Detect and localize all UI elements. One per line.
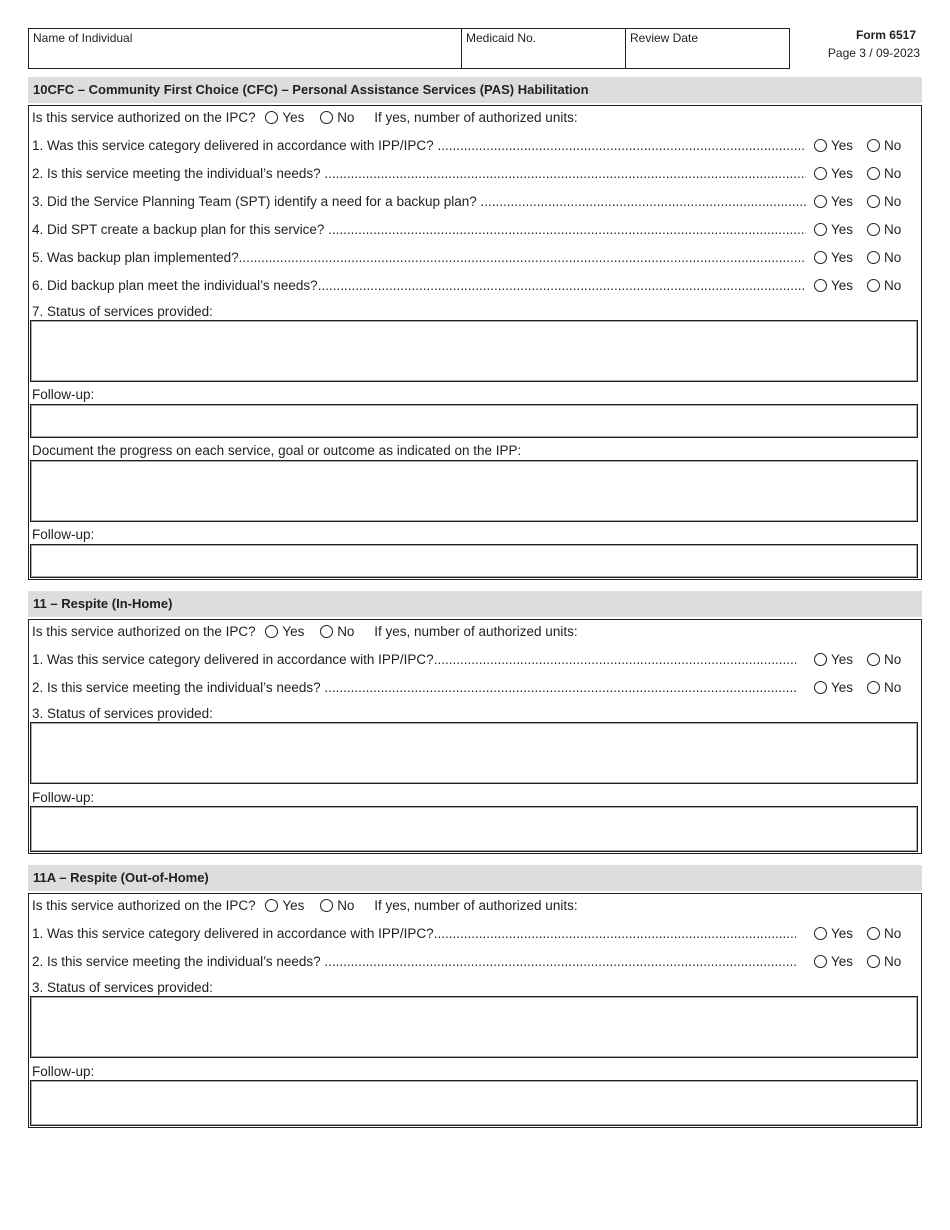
yes-label: Yes	[831, 222, 854, 237]
radio-icon[interactable]	[867, 139, 880, 152]
yes-label: Yes	[831, 250, 854, 265]
yes-option[interactable]	[814, 222, 853, 237]
authorized-question: Is this service authorized on the IPC?	[32, 898, 256, 913]
yes-label: Yes	[282, 110, 305, 125]
no-option[interactable]	[867, 222, 901, 237]
s11-question-1: 1. Was this service category delivered in accordance with IPP/IPC? .....	[32, 652, 796, 667]
no-label: No	[337, 110, 355, 125]
no-option[interactable]	[867, 138, 901, 153]
radio-icon[interactable]	[320, 899, 333, 912]
s10-question-3: 3. Did the Service Planning Team (SPT) identify a need for a backup plan? .....	[32, 194, 806, 209]
radio-icon[interactable]	[814, 681, 827, 694]
page-info: Page 3 / 09-2023	[827, 46, 920, 60]
s10-question-1: 1. Was this service category delivered in accordance with IPP/IPC? .....	[32, 138, 806, 153]
yes-option[interactable]	[814, 250, 853, 265]
s10-status-textarea[interactable]	[30, 320, 918, 382]
s11a-q2-options	[814, 954, 901, 969]
no-label: No	[884, 926, 902, 941]
no-option[interactable]	[867, 278, 901, 293]
s10-status-label: 7. Status of services provided:	[32, 304, 213, 319]
s10-q2-options	[814, 166, 901, 181]
units-label: If yes, number of authorized units:	[374, 624, 578, 639]
authorized-question: Is this service authorized on the IPC?	[32, 110, 256, 125]
radio-icon[interactable]	[814, 139, 827, 152]
review-date-label: Review Date	[630, 31, 699, 45]
name-of-individual-label: Name of Individual	[33, 31, 133, 45]
no-label: No	[884, 680, 902, 695]
radio-icon[interactable]	[867, 681, 880, 694]
yes-option[interactable]	[814, 278, 853, 293]
s11a-question-1: 1. Was this service category delivered in accordance with IPP/IPC? .....	[32, 926, 796, 941]
s11a-follow-up-label: Follow-up:	[32, 1064, 95, 1079]
s10-question-5: 5. Was backup plan implemented? .....	[32, 250, 806, 265]
s11-status-textarea[interactable]	[30, 722, 918, 784]
radio-icon[interactable]	[867, 251, 880, 264]
radio-icon[interactable]	[320, 111, 333, 124]
no-label: No	[884, 138, 902, 153]
name-of-individual-field[interactable]	[29, 29, 462, 68]
no-label: No	[884, 278, 902, 293]
section-11-authorized-row	[32, 624, 578, 639]
authorized-yes-option[interactable]	[265, 624, 304, 639]
radio-icon[interactable]	[814, 251, 827, 264]
no-label: No	[884, 222, 902, 237]
authorized-no-option[interactable]	[320, 898, 354, 913]
no-option[interactable]	[867, 954, 901, 969]
no-option[interactable]	[867, 680, 901, 695]
yes-label: Yes	[831, 680, 854, 695]
authorized-yes-option[interactable]	[265, 110, 304, 125]
yes-label: Yes	[282, 898, 305, 913]
s11a-follow-up-textarea[interactable]	[30, 1080, 918, 1126]
radio-icon[interactable]	[814, 167, 827, 180]
no-option[interactable]	[867, 926, 901, 941]
s11a-question-2: 2. Is this service meeting the individual’s needs? .....	[32, 954, 796, 969]
no-label: No	[884, 250, 902, 265]
yes-label: Yes	[831, 138, 854, 153]
yes-option[interactable]	[814, 954, 853, 969]
yes-label: Yes	[831, 954, 854, 969]
radio-icon[interactable]	[867, 927, 880, 940]
s10-question-4: 4. Did SPT create a backup plan for this service? .....	[32, 222, 806, 237]
yes-label: Yes	[831, 652, 854, 667]
authorized-yes-option[interactable]	[265, 898, 304, 913]
yes-label: Yes	[831, 926, 854, 941]
radio-icon[interactable]	[814, 195, 827, 208]
no-option[interactable]	[867, 194, 901, 209]
s10-follow-up-label-1: Follow-up:	[32, 387, 95, 402]
s10-follow-up-textarea-1[interactable]	[30, 404, 918, 438]
radio-icon[interactable]	[814, 955, 827, 968]
s10-q1-options	[814, 138, 901, 153]
authorized-question: Is this service authorized on the IPC?	[32, 624, 256, 639]
s10-progress-textarea[interactable]	[30, 460, 918, 522]
no-label: No	[884, 954, 902, 969]
s10-q5-options	[814, 250, 901, 265]
section-11a-authorized-row	[32, 898, 578, 913]
header-table	[28, 28, 790, 69]
s11-follow-up-label: Follow-up:	[32, 790, 95, 805]
s10-question-6: 6. Did backup plan meet the individual’s needs? .....	[32, 278, 806, 293]
s11a-q1-options	[814, 926, 901, 941]
section-11-title: 11 – Respite (In-Home)	[28, 591, 922, 617]
s10-q3-options	[814, 194, 901, 209]
radio-icon[interactable]	[814, 279, 827, 292]
radio-icon[interactable]	[814, 653, 827, 666]
yes-option[interactable]	[814, 138, 853, 153]
section-10cfc-title: 10CFC – Community First Choice (CFC) – Personal Assistance Services (PAS) Habilitation	[28, 77, 922, 103]
section-11a-title: 11A – Respite (Out-of-Home)	[28, 865, 922, 891]
radio-icon[interactable]	[814, 927, 827, 940]
yes-label: Yes	[831, 278, 854, 293]
s10-q6-options	[814, 278, 901, 293]
yes-option[interactable]	[814, 680, 853, 695]
s11a-status-textarea[interactable]	[30, 996, 918, 1058]
s11-status-label: 3. Status of services provided:	[32, 706, 213, 721]
s10-q4-options	[814, 222, 901, 237]
s11-q1-options	[814, 652, 901, 667]
review-date-field[interactable]	[626, 29, 790, 68]
yes-option[interactable]	[814, 652, 853, 667]
radio-icon[interactable]	[814, 223, 827, 236]
yes-option[interactable]	[814, 194, 853, 209]
s11a-status-label: 3. Status of services provided:	[32, 980, 213, 995]
s11-follow-up-textarea[interactable]	[30, 806, 918, 852]
s11-q2-options	[814, 680, 901, 695]
radio-icon[interactable]	[867, 955, 880, 968]
medicaid-number-field[interactable]	[462, 29, 626, 68]
no-label: No	[337, 898, 355, 913]
units-label: If yes, number of authorized units:	[374, 110, 578, 125]
yes-label: Yes	[282, 624, 305, 639]
no-label: No	[884, 166, 902, 181]
yes-label: Yes	[831, 166, 854, 181]
radio-icon[interactable]	[320, 625, 333, 638]
radio-icon[interactable]	[867, 167, 880, 180]
no-option[interactable]	[867, 652, 901, 667]
section-10cfc-authorized-row	[32, 110, 578, 125]
no-option[interactable]	[867, 250, 901, 265]
radio-icon[interactable]	[265, 899, 278, 912]
authorized-no-option[interactable]	[320, 110, 354, 125]
radio-icon[interactable]	[867, 279, 880, 292]
no-option[interactable]	[867, 166, 901, 181]
s10-progress-label: Document the progress on each service, goal or outcome as indicated on the IPP:	[32, 443, 522, 458]
no-label: No	[337, 624, 355, 639]
units-label: If yes, number of authorized units:	[374, 898, 578, 913]
yes-option[interactable]	[814, 166, 853, 181]
yes-label: Yes	[831, 194, 854, 209]
s10-follow-up-label-2: Follow-up:	[32, 527, 95, 542]
medicaid-number-label: Medicaid No.	[466, 31, 537, 45]
radio-icon[interactable]	[867, 195, 880, 208]
authorized-no-option[interactable]	[320, 624, 354, 639]
radio-icon[interactable]	[265, 625, 278, 638]
s11-question-2: 2. Is this service meeting the individual’s needs? .....	[32, 680, 796, 695]
form-number: Form 6517	[855, 28, 916, 42]
radio-icon[interactable]	[265, 111, 278, 124]
no-label: No	[884, 194, 902, 209]
radio-icon[interactable]	[867, 653, 880, 666]
radio-icon[interactable]	[867, 223, 880, 236]
s10-question-2: 2. Is this service meeting the individual’s needs? .....	[32, 166, 806, 181]
yes-option[interactable]	[814, 926, 853, 941]
no-label: No	[884, 652, 902, 667]
s10-follow-up-textarea-2[interactable]	[30, 544, 918, 578]
